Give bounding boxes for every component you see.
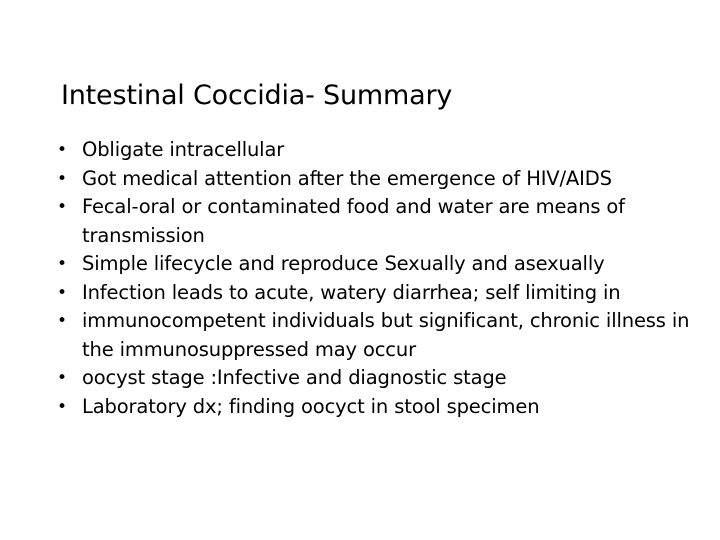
bullet-item bbox=[52, 364, 692, 393]
slide-title: Intestinal Coccidia- Summary bbox=[61, 80, 453, 111]
bullet-text: Fecal-oral or contaminated food and water are means of transmission bbox=[82, 195, 625, 247]
bullet-dot-icon: • bbox=[57, 282, 67, 303]
bullet-item bbox=[52, 307, 692, 364]
bullet-dot-icon: • bbox=[57, 254, 67, 274]
bullet-item bbox=[52, 393, 692, 422]
bullet-text: Obligate intracellular bbox=[82, 138, 285, 161]
bullet-item bbox=[52, 250, 692, 279]
bullet-dot-icon: • bbox=[57, 368, 67, 388]
bullet-dot-icon: • bbox=[57, 197, 67, 217]
bullet-item bbox=[52, 136, 692, 165]
bullet-text: Laboratory dx; finding oocyct in stool specimen bbox=[82, 394, 540, 418]
bullet-item bbox=[52, 165, 692, 194]
bullet-dot-icon: • bbox=[57, 396, 67, 417]
bullet-text: Got medical attention after the emergence of HIV/AIDS bbox=[82, 166, 612, 190]
bullet-dot-icon: • bbox=[57, 311, 67, 331]
bullet-text: Simple lifecycle and reproduce Sexually and asexually bbox=[82, 252, 605, 275]
bullet-text: Infection leads to acute, watery diarrhea; self limiting in bbox=[82, 280, 621, 304]
bullet-dot-icon: • bbox=[57, 140, 67, 160]
bullet-text: immunocompetent individuals but significant, chronic illness in the immunosuppressed may occur bbox=[82, 309, 690, 361]
bullet-list bbox=[52, 136, 692, 421]
bullet-dot-icon: • bbox=[57, 168, 67, 189]
bullet-item bbox=[52, 193, 692, 250]
bullet-item bbox=[52, 279, 692, 308]
bullet-text: oocyst stage :Infective and diagnostic stage bbox=[82, 366, 507, 389]
